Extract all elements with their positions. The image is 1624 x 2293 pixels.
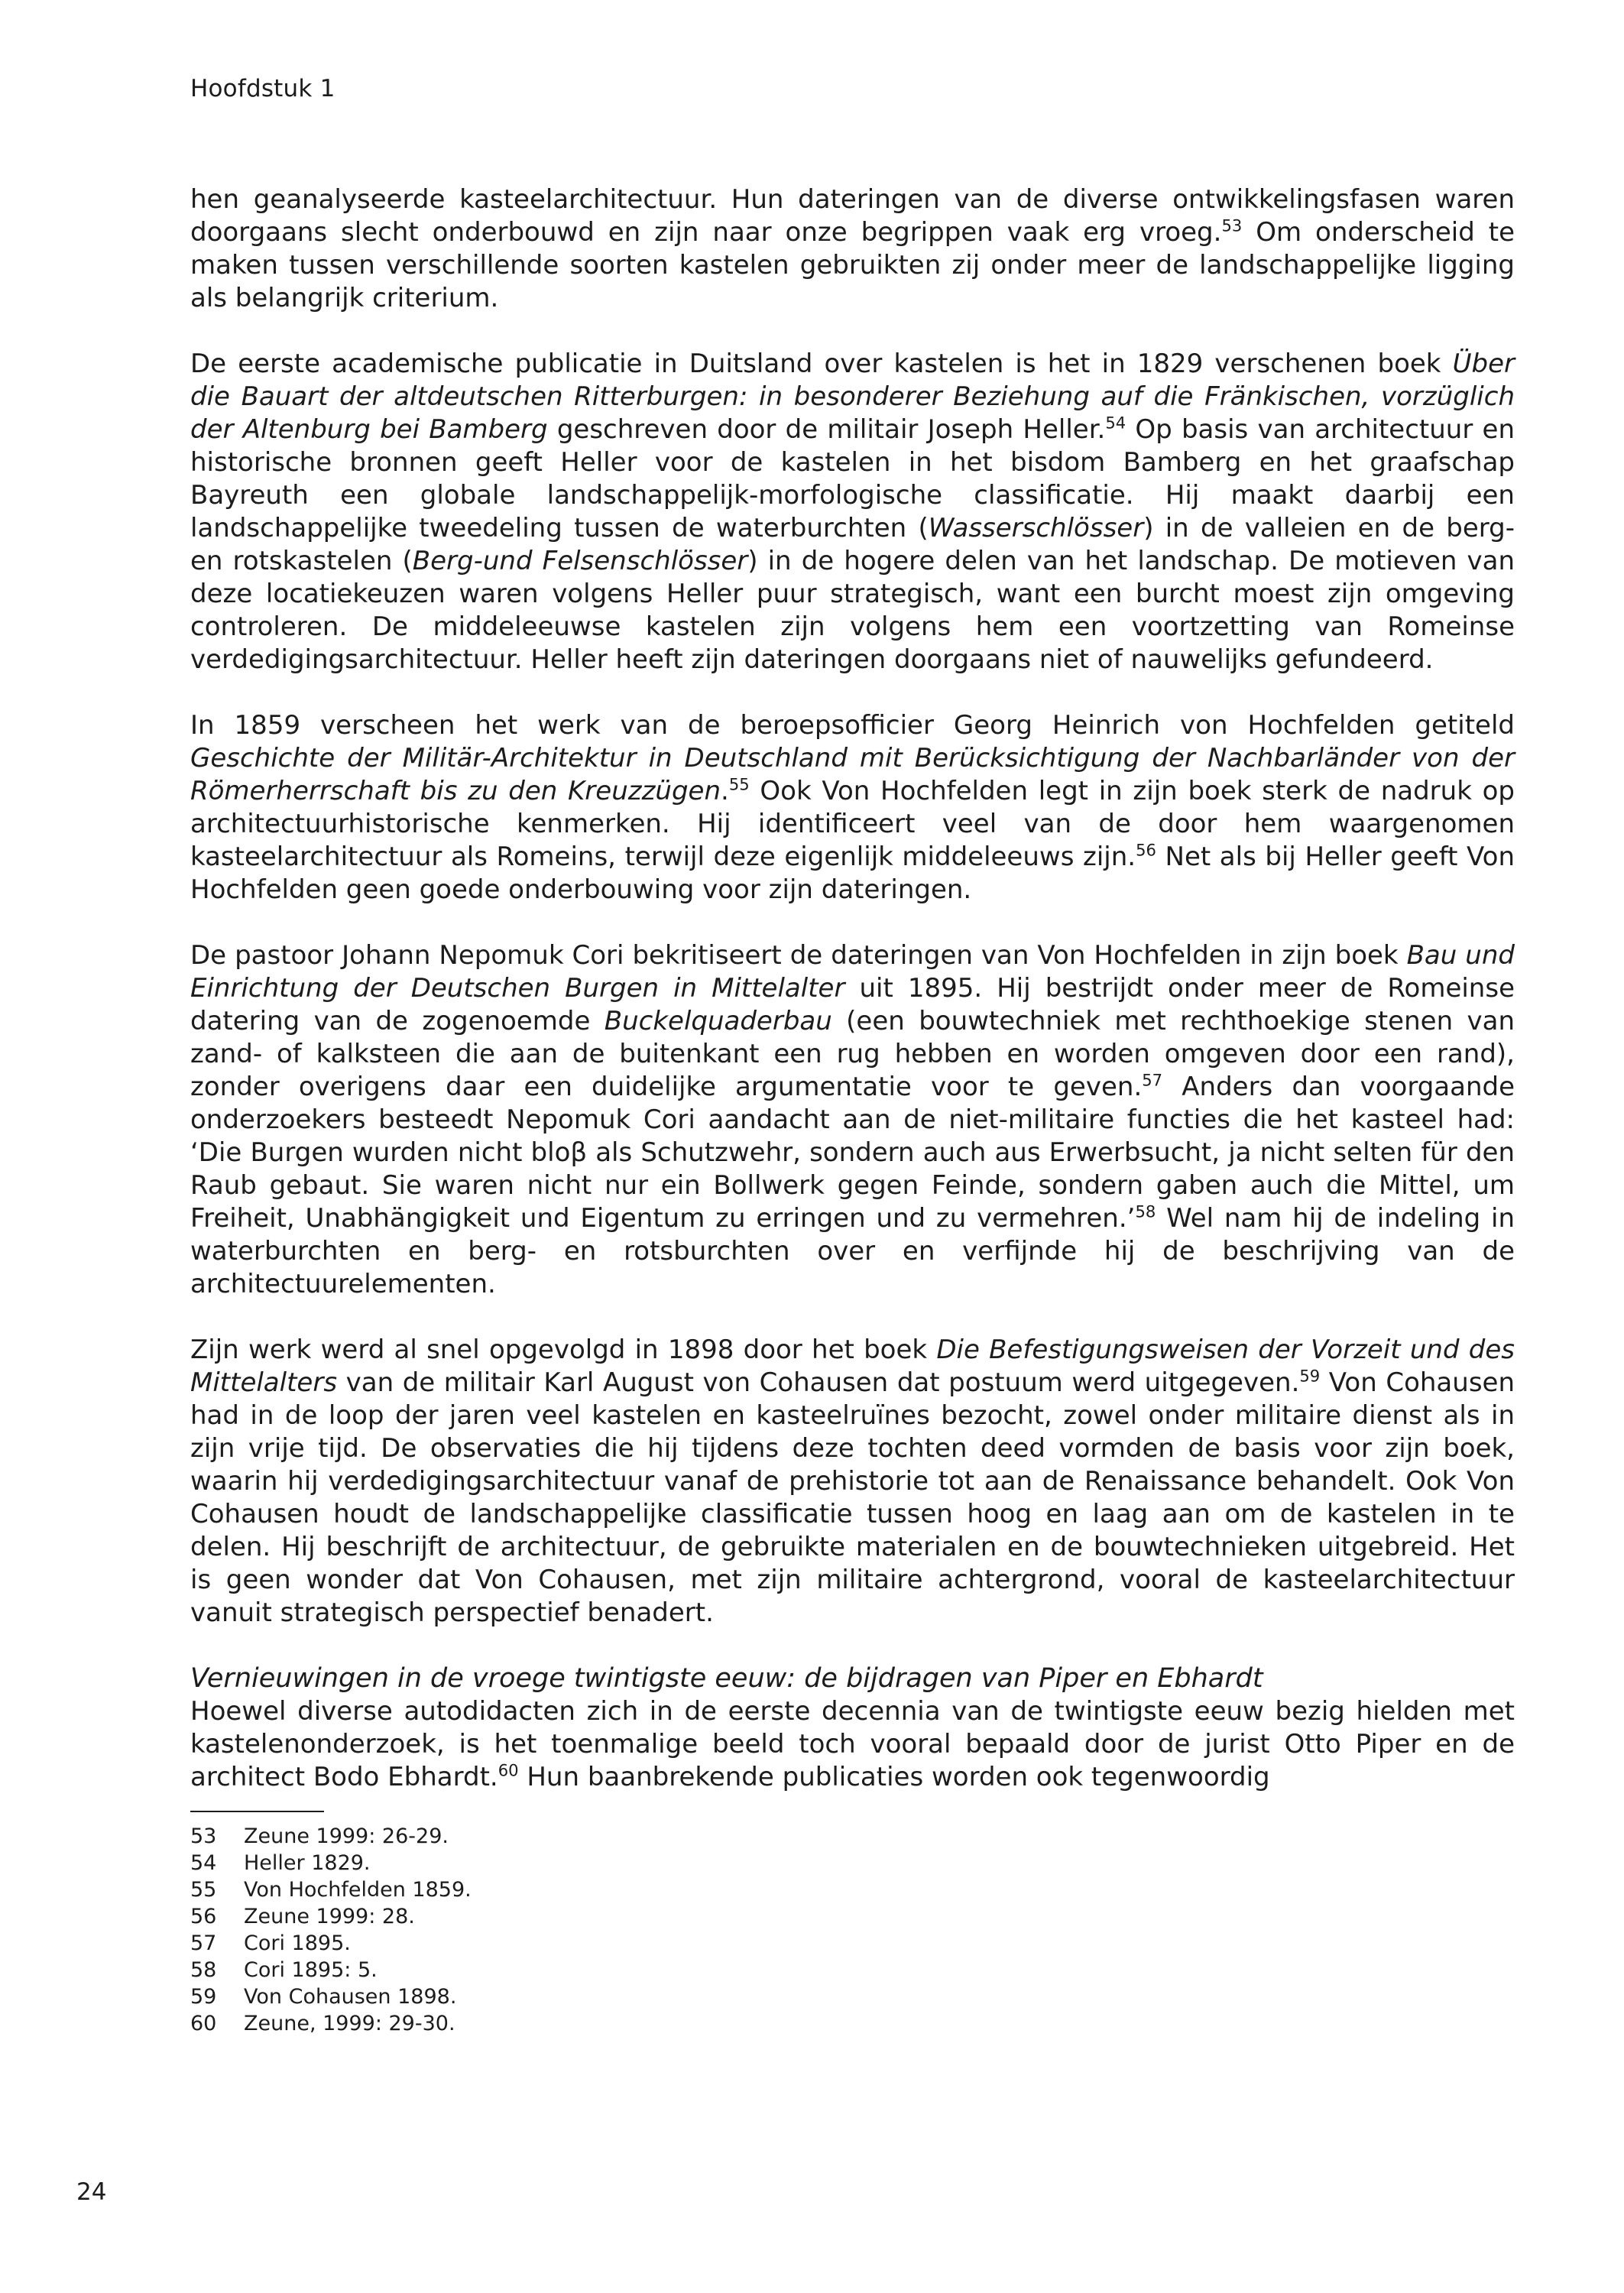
text-run: Net als bij Heller geeft Von Hochfelden geen goede onderbouwing voor zijn dateringen. — [190, 842, 1515, 905]
footnote-text: Von Hochfelden 1859. — [244, 1878, 472, 1902]
text-run: De eerste academische publicatie in Duitsland over kastelen is het in 1829 verschenen boek — [190, 349, 1453, 379]
text-run: ) in de valleien en de berg- en rotskastelen ( — [190, 513, 1515, 576]
text-run: Zijn werk werd al snel opgevolgd in 1898 door het boek — [190, 1335, 937, 1365]
text-run: Von Cohausen had in de loop der jaren veel kastelen en kasteelruïnes bezocht, zowel onder militaire dienst als in zijn vrije tijd. De observaties die hij tijdens deze tochten deed vormden de basis voor zijn boek, waarin hij verdedigingsarchitectuur vanaf de prehistorie tot aan de Renaissance behandelt. Ook Von Cohausen houdt de landschappelijke classificatie tussen hoog en laag aan om de kastelen in te delen. Hij beschrijft de architectuur, de gebruikte materialen en de bouwtechnieken uitgebreid. Het is geen wonder dat Von Cohausen, met zijn militaire achtergrond, vooral de kasteelarchitectuur vanuit strategisch perspectief benadert. — [190, 1367, 1515, 1628]
italic-text-run: Buckelquaderbau — [604, 1006, 832, 1036]
text-run: Hoewel diverse autodidacten zich in de eerste decennia van de twintigste eeuw bezig hielden met kastelenonderzoek, is het toenmalige beeld toch vooral bepaald door de jurist Otto Piper en de architect Bodo Ebhardt. — [190, 1696, 1515, 1792]
footnote-text: Heller 1829. — [244, 1851, 371, 1875]
footnote — [190, 2010, 1515, 2037]
footnote-ref: 54 — [1105, 413, 1126, 433]
text-run: (een bouwtechniek met rechthoekige stenen van zand- of kalksteen die aan de buitenkant een rug hebben en worden omgeven door een rand), zonder overigens daar een duidelijke argumentatie voor te geven. — [190, 1006, 1515, 1102]
text-run: van de militair Karl August von Cohausen dat postuum werd uitgegeven. — [337, 1367, 1300, 1398]
footnote-text: Zeune, 1999: 29-30. — [244, 2012, 455, 2035]
text-run: In 1859 verscheen het werk van de beroepsofficier Georg Heinrich von Hochfelden getiteld — [190, 710, 1515, 741]
section-heading: Vernieuwingen in de vroege twintigste eeuw: de bijdragen van Piper en Ebhardt — [190, 1663, 1263, 1694]
footnote — [190, 1903, 1515, 1930]
footnote — [190, 1876, 1515, 1903]
text-run: Hun baanbrekende publicaties worden ook tegenwoordig — [518, 1762, 1270, 1792]
text-run: geschreven door de militair Joseph Heller. — [547, 414, 1106, 445]
footnote — [190, 1957, 1515, 1983]
paragraph-6 — [190, 1695, 1515, 1794]
footnote — [190, 1930, 1515, 1957]
italic-text-run: Berg-und Felsenschlösser — [412, 546, 748, 576]
paragraph-5 — [190, 1334, 1515, 1630]
footnote-text: Von Cohausen 1898. — [244, 1985, 457, 2009]
footnote-ref: 57 — [1142, 1070, 1163, 1090]
text-run: Op basis van architectuur en historische bronnen geeft Heller voor de kastelen in het bisdom Bamberg en het graafschap Bayreuth een globale landschappelijk-morfologische classificatie. Hij maakt daarbij een landschappelijke tweedeling tussen de waterburchten ( — [190, 414, 1515, 543]
footnote-number: 58 — [190, 1958, 217, 1982]
italic-text-run: Bau und Einrichtung der Deutschen Burgen in Mittelalter — [190, 940, 1515, 1004]
footnote — [190, 1983, 1515, 2010]
italic-text-run: Die Befestigungsweisen der Vorzeit und des Mittelalters — [190, 1335, 1515, 1398]
italic-text-run: Geschichte der Militär-Architektur in Deutschland mit Berücksichtigung der Nachbarländer von der Römerherrschaft bis zu den Kreuzzügen — [190, 743, 1515, 806]
footnote-number: 57 — [190, 1931, 217, 1955]
footnote-ref: 60 — [498, 1760, 519, 1780]
footnote-text: Cori 1895: 5. — [244, 1958, 378, 1982]
text-run: Anders dan voorgaande onderzoekers besteedt Nepomuk Cori aandacht aan de niet-militaire functies die het kasteel had: ‘Die Burgen wurden nicht bloβ als Schutzwehr, sondern auch aus Erwerbsucht, ja nicht selten für den Raub gebaut. Sie waren nicht nur ein Bollwerk gegen Feinde, sondern gaben auch die Mittel, um Freiheit, Unabhängigkeit und Eigentum zu erringen und zu vermehren.’ — [190, 1072, 1515, 1234]
paragraph-3 — [190, 709, 1515, 906]
text-run: Om onderscheid te maken tussen verschillende soorten kastelen gebruikten zij onder meer de landschappelijke ligging als belangrijk criterium. — [190, 217, 1515, 313]
italic-text-run: Über die Bauart der altdeutschen Ritterburgen: in besonderer Beziehung auf die Fränkischen, vorzüglich der Altenburg bei Bamberg — [190, 349, 1515, 445]
footnote-ref: 56 — [1136, 840, 1156, 860]
footnote-ref: 58 — [1135, 1202, 1156, 1221]
footnote-ref: 53 — [1221, 216, 1243, 235]
footnote-ref: 59 — [1299, 1366, 1321, 1386]
footnote — [190, 1850, 1515, 1876]
footnote-text: Cori 1895. — [244, 1931, 351, 1955]
paragraph-1 — [190, 183, 1515, 315]
text-run: hen geanalyseerde kasteelarchitectuur. Hun dateringen van de diverse ontwikkelingsfasen waren doorgaans slecht onderbouwd en zijn naar onze begrippen vaak erg vroeg. — [190, 184, 1515, 248]
footnote-number: 55 — [190, 1878, 217, 1902]
text-run: ) in de hogere delen van het landschap. De motieven van deze locatiekeuzen waren volgens Heller puur strategisch, want een burcht moest zijn omgeving controleren. De middeleeuwse kastelen zijn volgens hem een voortzetting van Romeinse verdedigingsarchitectuur. Heller heeft zijn dateringen doorgaans niet of nauwelijks gefundeerd. — [190, 546, 1515, 675]
body-text-block — [190, 183, 1515, 2037]
footnote-text: Zeune 1999: 26-29. — [244, 1824, 449, 1848]
text-run: uit 1895. Hij bestrijdt onder meer de Romeinse datering van de zogenoemde — [190, 973, 1515, 1036]
footnote-ref: 55 — [728, 774, 750, 794]
footnote-text: Zeune 1999: 28. — [244, 1905, 415, 1928]
paragraph-2 — [190, 348, 1515, 676]
footnote-separator-rule — [190, 1811, 324, 1812]
italic-text-run: Wasserschlösser — [928, 513, 1144, 543]
footnote — [190, 1823, 1515, 1850]
text-run: Ook Von Hochfelden legt in zijn boek sterk de nadruk op architectuurhistorische kenmerken. Hij identificeert veel van de door hem waargenomen kasteelarchitectuur als Romeins, terwijl deze eigenlijk middeleeuws zijn. — [190, 776, 1515, 872]
paragraph-4 — [190, 939, 1515, 1301]
text-run: Wel nam hij de indeling in waterburchten en berg- en rotsburchten over en verfijnde hij de beschrijving van de architectuurelementen. — [190, 1203, 1515, 1299]
footnote-number: 59 — [190, 1985, 217, 2009]
footnote-number: 56 — [190, 1905, 217, 1928]
text-run: . — [721, 776, 729, 806]
text-run: De pastoor Johann Nepomuk Cori bekritiseert de dateringen van Von Hochfelden in zijn boek — [190, 940, 1407, 971]
footnote-number: 54 — [190, 1851, 217, 1875]
page-number: 24 — [76, 2178, 107, 2206]
footnotes-section — [190, 1811, 1515, 2037]
running-header: Hoofdstuk 1 — [190, 75, 335, 102]
footnote-number: 53 — [190, 1824, 217, 1848]
footnote-number: 60 — [190, 2012, 217, 2035]
